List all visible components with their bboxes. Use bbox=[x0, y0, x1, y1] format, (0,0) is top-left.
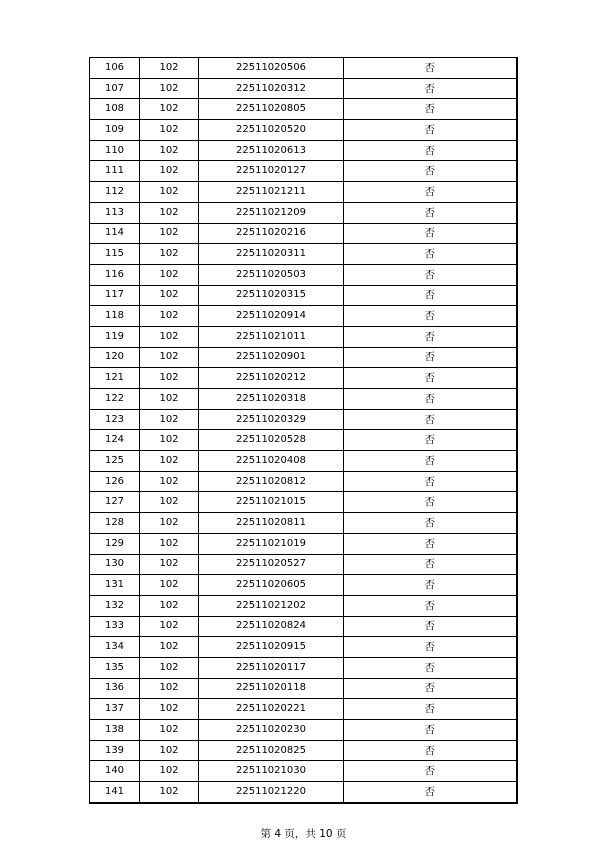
candidate-id-cell: 22511020805 bbox=[199, 99, 344, 120]
result-cell: 否 bbox=[344, 740, 517, 761]
row-number-cell: 110 bbox=[90, 140, 140, 161]
row-number-cell: 132 bbox=[90, 595, 140, 616]
candidate-id-cell: 22511020312 bbox=[199, 78, 344, 99]
group-code-cell: 102 bbox=[140, 471, 199, 492]
candidate-id-cell: 22511020315 bbox=[199, 285, 344, 306]
table-body bbox=[90, 58, 517, 803]
group-code-cell: 102 bbox=[140, 264, 199, 285]
row-number-cell: 106 bbox=[90, 58, 140, 79]
candidate-id-cell: 22511020914 bbox=[199, 306, 344, 327]
candidate-id-cell: 22511020318 bbox=[199, 389, 344, 410]
group-code-cell: 102 bbox=[140, 513, 199, 534]
group-code-cell: 102 bbox=[140, 244, 199, 265]
group-code-cell: 102 bbox=[140, 306, 199, 327]
table-row bbox=[90, 389, 517, 410]
group-code-cell: 102 bbox=[140, 389, 199, 410]
group-code-cell: 102 bbox=[140, 699, 199, 720]
row-number-cell: 112 bbox=[90, 182, 140, 203]
group-code-cell: 102 bbox=[140, 326, 199, 347]
table-row bbox=[90, 58, 517, 79]
row-number-cell: 135 bbox=[90, 657, 140, 678]
result-cell: 否 bbox=[344, 575, 517, 596]
candidate-id-cell: 22511021209 bbox=[199, 202, 344, 223]
page-footer: 第 4 页，共 10 页 bbox=[260, 828, 347, 840]
candidate-id-cell: 22511021211 bbox=[199, 182, 344, 203]
row-number-cell: 134 bbox=[90, 637, 140, 658]
row-number-cell: 129 bbox=[90, 533, 140, 554]
result-cell: 否 bbox=[344, 513, 517, 534]
candidate-id-cell: 22511020605 bbox=[199, 575, 344, 596]
group-code-cell: 102 bbox=[140, 347, 199, 368]
result-cell: 否 bbox=[344, 492, 517, 513]
group-code-cell: 102 bbox=[140, 720, 199, 741]
group-code-cell: 102 bbox=[140, 554, 199, 575]
table-row bbox=[90, 471, 517, 492]
row-number-cell: 115 bbox=[90, 244, 140, 265]
result-cell: 否 bbox=[344, 223, 517, 244]
table-row bbox=[90, 182, 517, 203]
group-code-cell: 102 bbox=[140, 595, 199, 616]
row-number-cell: 131 bbox=[90, 575, 140, 596]
result-cell: 否 bbox=[344, 699, 517, 720]
result-cell: 否 bbox=[344, 78, 517, 99]
result-cell: 否 bbox=[344, 471, 517, 492]
result-cell: 否 bbox=[344, 657, 517, 678]
candidate-id-cell: 22511020915 bbox=[199, 637, 344, 658]
group-code-cell: 102 bbox=[140, 58, 199, 79]
table-row bbox=[90, 513, 517, 534]
group-code-cell: 102 bbox=[140, 678, 199, 699]
row-number-cell: 137 bbox=[90, 699, 140, 720]
table-row bbox=[90, 740, 517, 761]
row-number-cell: 111 bbox=[90, 161, 140, 182]
group-code-cell: 102 bbox=[140, 120, 199, 141]
row-number-cell: 123 bbox=[90, 409, 140, 430]
result-cell: 否 bbox=[344, 161, 517, 182]
group-code-cell: 102 bbox=[140, 409, 199, 430]
group-code-cell: 102 bbox=[140, 140, 199, 161]
row-number-cell: 117 bbox=[90, 285, 140, 306]
result-cell: 否 bbox=[344, 285, 517, 306]
table-row bbox=[90, 637, 517, 658]
table-row bbox=[90, 326, 517, 347]
result-cell: 否 bbox=[344, 326, 517, 347]
group-code-cell: 102 bbox=[140, 761, 199, 782]
candidate-id-cell: 22511020613 bbox=[199, 140, 344, 161]
group-code-cell: 102 bbox=[140, 161, 199, 182]
group-code-cell: 102 bbox=[140, 451, 199, 472]
candidate-id-cell: 22511021011 bbox=[199, 326, 344, 347]
row-number-cell: 107 bbox=[90, 78, 140, 99]
group-code-cell: 102 bbox=[140, 78, 199, 99]
row-number-cell: 118 bbox=[90, 306, 140, 327]
table-row bbox=[90, 306, 517, 327]
row-number-cell: 120 bbox=[90, 347, 140, 368]
row-number-cell: 141 bbox=[90, 782, 140, 803]
row-number-cell: 128 bbox=[90, 513, 140, 534]
row-number-cell: 113 bbox=[90, 202, 140, 223]
candidate-id-cell: 22511020901 bbox=[199, 347, 344, 368]
table-row bbox=[90, 699, 517, 720]
result-cell: 否 bbox=[344, 182, 517, 203]
table-row bbox=[90, 161, 517, 182]
candidate-id-cell: 22511020506 bbox=[199, 58, 344, 79]
result-cell: 否 bbox=[344, 409, 517, 430]
table-row bbox=[90, 761, 517, 782]
result-cell: 否 bbox=[344, 616, 517, 637]
result-cell: 否 bbox=[344, 306, 517, 327]
result-cell: 否 bbox=[344, 202, 517, 223]
row-number-cell: 124 bbox=[90, 430, 140, 451]
candidate-id-cell: 22511020408 bbox=[199, 451, 344, 472]
candidate-id-cell: 22511021220 bbox=[199, 782, 344, 803]
group-code-cell: 102 bbox=[140, 99, 199, 120]
candidate-id-cell: 22511020216 bbox=[199, 223, 344, 244]
candidate-id-cell: 22511021019 bbox=[199, 533, 344, 554]
candidate-id-cell: 22511020230 bbox=[199, 720, 344, 741]
group-code-cell: 102 bbox=[140, 575, 199, 596]
group-code-cell: 102 bbox=[140, 182, 199, 203]
candidate-id-cell: 22511021030 bbox=[199, 761, 344, 782]
row-number-cell: 138 bbox=[90, 720, 140, 741]
table-row bbox=[90, 720, 517, 741]
row-number-cell: 122 bbox=[90, 389, 140, 410]
result-cell: 否 bbox=[344, 347, 517, 368]
table-row bbox=[90, 678, 517, 699]
result-cell: 否 bbox=[344, 595, 517, 616]
group-code-cell: 102 bbox=[140, 637, 199, 658]
table-row bbox=[90, 347, 517, 368]
row-number-cell: 121 bbox=[90, 368, 140, 389]
candidate-id-cell: 22511021015 bbox=[199, 492, 344, 513]
result-cell: 否 bbox=[344, 140, 517, 161]
candidate-id-cell: 22511020812 bbox=[199, 471, 344, 492]
candidate-id-cell: 22511020311 bbox=[199, 244, 344, 265]
group-code-cell: 102 bbox=[140, 430, 199, 451]
table-row bbox=[90, 616, 517, 637]
row-number-cell: 140 bbox=[90, 761, 140, 782]
row-number-cell: 114 bbox=[90, 223, 140, 244]
table-row bbox=[90, 451, 517, 472]
table-row bbox=[90, 223, 517, 244]
candidate-id-cell: 22511020503 bbox=[199, 264, 344, 285]
table-row bbox=[90, 78, 517, 99]
table-row bbox=[90, 554, 517, 575]
group-code-cell: 102 bbox=[140, 657, 199, 678]
table-row bbox=[90, 264, 517, 285]
result-cell: 否 bbox=[344, 389, 517, 410]
table-row bbox=[90, 492, 517, 513]
candidate-id-cell: 22511020528 bbox=[199, 430, 344, 451]
table-row bbox=[90, 120, 517, 141]
table-row bbox=[90, 409, 517, 430]
row-number-cell: 116 bbox=[90, 264, 140, 285]
table-row bbox=[90, 657, 517, 678]
table-row bbox=[90, 140, 517, 161]
row-number-cell: 133 bbox=[90, 616, 140, 637]
group-code-cell: 102 bbox=[140, 285, 199, 306]
result-cell: 否 bbox=[344, 99, 517, 120]
result-cell: 否 bbox=[344, 120, 517, 141]
result-cell: 否 bbox=[344, 637, 517, 658]
group-code-cell: 102 bbox=[140, 616, 199, 637]
candidate-id-cell: 22511020212 bbox=[199, 368, 344, 389]
result-cell: 否 bbox=[344, 451, 517, 472]
table-row bbox=[90, 99, 517, 120]
group-code-cell: 102 bbox=[140, 740, 199, 761]
row-number-cell: 136 bbox=[90, 678, 140, 699]
candidate-id-cell: 22511020825 bbox=[199, 740, 344, 761]
candidate-id-cell: 22511020329 bbox=[199, 409, 344, 430]
candidate-id-cell: 22511020118 bbox=[199, 678, 344, 699]
table-row bbox=[90, 202, 517, 223]
row-number-cell: 108 bbox=[90, 99, 140, 120]
result-cell: 否 bbox=[344, 761, 517, 782]
result-cell: 否 bbox=[344, 430, 517, 451]
row-number-cell: 126 bbox=[90, 471, 140, 492]
result-cell: 否 bbox=[344, 264, 517, 285]
table-row bbox=[90, 430, 517, 451]
group-code-cell: 102 bbox=[140, 368, 199, 389]
candidate-id-cell: 22511020127 bbox=[199, 161, 344, 182]
result-cell: 否 bbox=[344, 368, 517, 389]
table-row bbox=[90, 368, 517, 389]
candidate-id-cell: 22511020824 bbox=[199, 616, 344, 637]
row-number-cell: 125 bbox=[90, 451, 140, 472]
candidate-id-cell: 22511020527 bbox=[199, 554, 344, 575]
result-cell: 否 bbox=[344, 554, 517, 575]
table-row bbox=[90, 595, 517, 616]
group-code-cell: 102 bbox=[140, 533, 199, 554]
result-cell: 否 bbox=[344, 782, 517, 803]
candidate-id-cell: 22511020811 bbox=[199, 513, 344, 534]
row-number-cell: 119 bbox=[90, 326, 140, 347]
candidate-id-cell: 22511020520 bbox=[199, 120, 344, 141]
table-row bbox=[90, 575, 517, 596]
result-cell: 否 bbox=[344, 244, 517, 265]
results-table bbox=[89, 57, 518, 804]
table-row bbox=[90, 285, 517, 306]
row-number-cell: 130 bbox=[90, 554, 140, 575]
group-code-cell: 102 bbox=[140, 223, 199, 244]
group-code-cell: 102 bbox=[140, 202, 199, 223]
result-cell: 否 bbox=[344, 58, 517, 79]
table-row bbox=[90, 244, 517, 265]
group-code-cell: 102 bbox=[140, 782, 199, 803]
result-cell: 否 bbox=[344, 533, 517, 554]
result-cell: 否 bbox=[344, 720, 517, 741]
candidate-id-cell: 22511021202 bbox=[199, 595, 344, 616]
row-number-cell: 109 bbox=[90, 120, 140, 141]
candidate-id-cell: 22511020117 bbox=[199, 657, 344, 678]
table-row bbox=[90, 782, 517, 803]
row-number-cell: 139 bbox=[90, 740, 140, 761]
table-row bbox=[90, 533, 517, 554]
result-cell: 否 bbox=[344, 678, 517, 699]
candidate-id-cell: 22511020221 bbox=[199, 699, 344, 720]
row-number-cell: 127 bbox=[90, 492, 140, 513]
group-code-cell: 102 bbox=[140, 492, 199, 513]
